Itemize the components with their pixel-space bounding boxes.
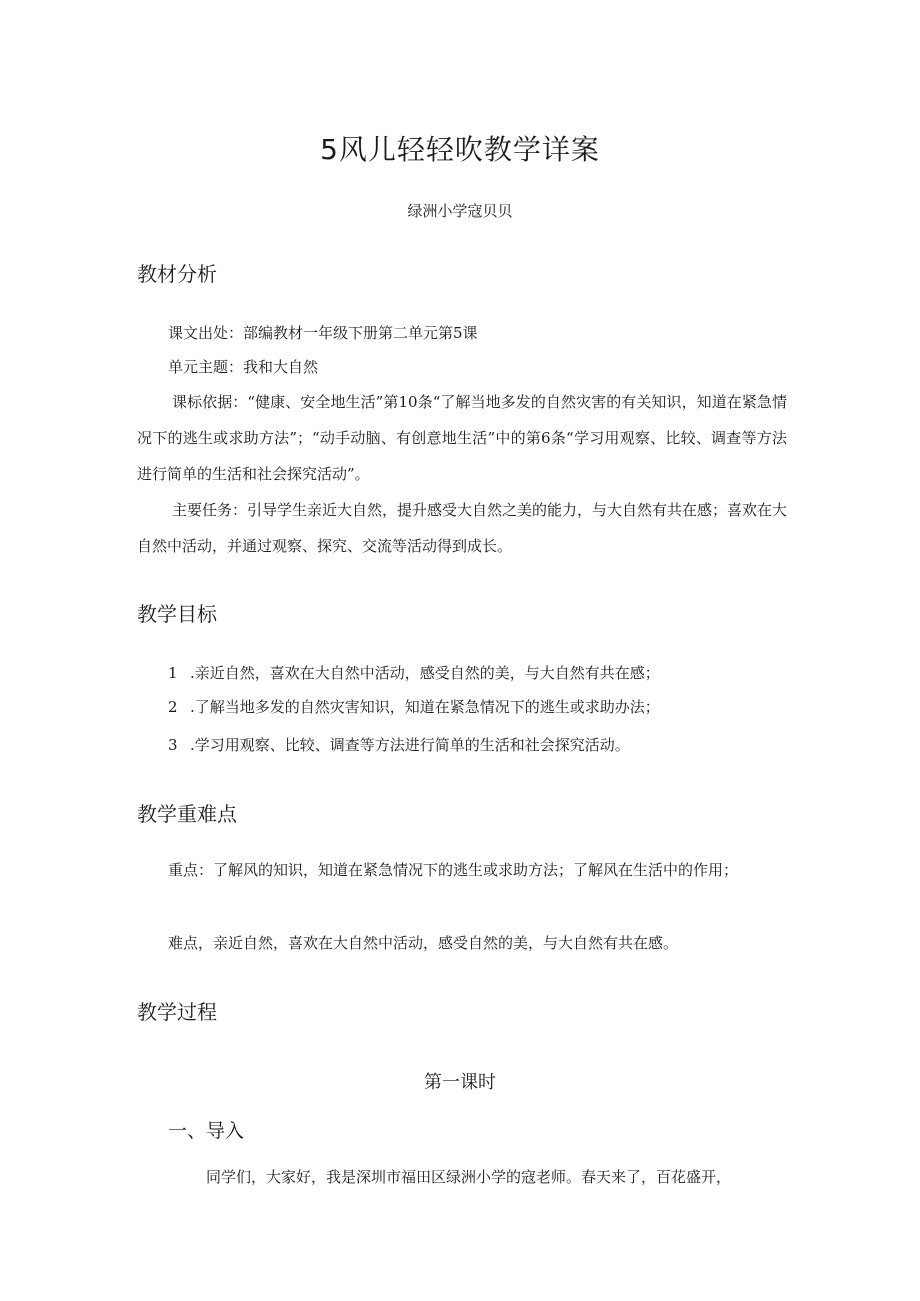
goal-text: .亲近自然，喜欢在大自然中活动，感受自然的美，与大自然有共在感； (190, 664, 660, 682)
document-title: 5风儿轻轻吹教学详案 (320, 133, 600, 166)
analysis-basis: 课标依据：“健康、安全地生活”第10条“了解当地多发的自然灾害的有关知识，知道在紧急情况下的逃生或求助方法”；“动手动脑、有创意地生活”中的第6条“学习用观察、比较、调查等方法进行简单的生活和社会探究活动”。 (137, 393, 787, 483)
goal-item (168, 690, 660, 724)
step-heading-intro: 一、导入 (168, 1120, 245, 1142)
goal-item (168, 656, 660, 690)
analysis-theme: 单元主题：我和大自然 (168, 358, 319, 376)
keypoints-key: 重点：了解风的知识，知道在紧急情况下的逃生或求助方法；了解风在生活中的作用； (168, 861, 739, 879)
analysis-task: 主要任务：引导学生亲近大自然，提升感受大自然之美的能力，与大自然有共在感；喜欢在大自然中活动，并通过观察、探究、交流等活动得到成长。 (137, 501, 788, 555)
section-heading-process: 教学过程 (137, 1000, 217, 1024)
analysis-source: 课文出处：部编教材一年级下册第二单元第5课 (168, 324, 478, 342)
goal-item (168, 728, 630, 762)
lesson-heading: 第一课时 (424, 1072, 496, 1093)
goal-number: 1 (168, 664, 178, 682)
goal-number: 2 (168, 698, 178, 716)
intro-paragraph: 同学们，大家好，我是深圳市福田区绿洲小学的寇老师。春天来了，百花盛开， (206, 1168, 732, 1186)
document-author: 绿洲小学寇贝贝 (407, 202, 513, 220)
keypoints-difficulty: 难点，亲近自然，喜欢在大自然中活动，感受自然的美，与大自然有共在感。 (168, 934, 679, 952)
section-heading-goals: 教学目标 (137, 602, 217, 626)
goal-number: 3 (168, 736, 178, 754)
section-heading-keypoints: 教学重难点 (137, 802, 237, 826)
section-heading-analysis: 教材分析 (137, 262, 217, 286)
goal-text: .学习用观察、比较、调查等方法进行简单的生活和社会探究活动。 (190, 736, 630, 754)
goal-text: .了解当地多发的自然灾害知识，知道在紧急情况下的逃生或求助办法； (190, 698, 660, 716)
